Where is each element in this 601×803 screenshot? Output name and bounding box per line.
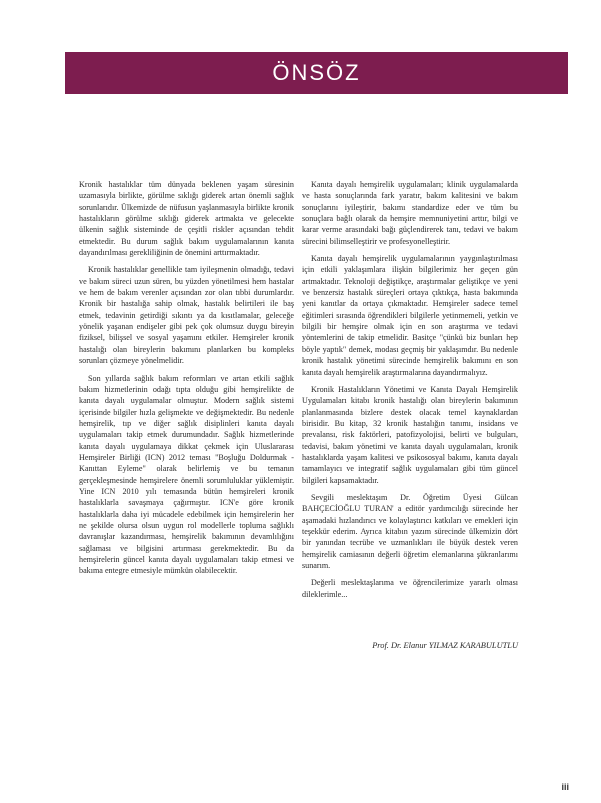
paragraph: Değerli meslektaşlarıma ve öğrencilerimize yararlı olması dileklerimle...: [302, 578, 518, 599]
page-title: ÖNSÖZ: [272, 60, 361, 85]
author-signature: Prof. Dr. Elanur YILMAZ KARABULUTLU: [372, 641, 518, 650]
paragraph: Sevgili meslektaşım Dr. Öğretim Üyesi Gülcan BAHÇECİOĞLU TURAN' a editör yardımcılığı sürecinde her aşamadaki hızlandırıcı ve kolaylaştırıcı katkıları ve emekleri için teşekkür ederim. Ayrıca kitabın yazım sürecinde ülkemizin dört bir yanından tecrübe ve uzmanlıkları ile büyük destek veren hemşirelik camiasının değerli öğretim elemanlarına şükranlarımı sunarım.: [302, 492, 518, 570]
paragraph: Kronik hastalıklar genellikle tam iyileşmenin olmadığı, tedavi ve bakım süreci uzun süren, bu yüzden yönetilmesi hem hastalar ve hem de bakım verenler açısından zor olan tıbbi durumlardır. Kronik bir hastalığa sahip olmak, hastalık belirtileri ile baş etmek, tedavinin getirdiği sıkıntı ya da kısıtlamalar, geleceğe yönelik yaşanan endişeler gibi pek çok olumsuz duygu bireyin fiziksel, bilişsel ve sosyal yaşamını etkiler. Hemşireler kronik hastalığı olan bireylerin bakımını planlarken bu kompleks sorunları çözmeye yönelmelidir.: [79, 265, 294, 366]
page-number: iii: [561, 782, 569, 792]
paragraph: Kanıta dayalı hemşirelik uygulamaları; klinik uygulamalarda ve hasta sonuçlarında fark yaratır, bakım kalitesini ve bakım sonuçlarını iyileştirir, bakımı standardize eder ve tüm bu sonuçlara bağlı olarak da hemşire memnuniyetini arttır, bilgi ve karar verme arasındaki bağı güçlendirerek tanı, tedavi ve bakım sürecini bilimselleştirir ve profesyonelleştirir.: [302, 180, 518, 246]
left-text-column: [79, 179, 294, 583]
paragraph: Kanıta dayalı hemşirelik uygulamalarının yaygınlaştırılması için etkili yaklaşımlara ilişkin bilgilerimiz her geçen gün artmaktadır. Teknoloji değiştikçe, araştırmalar geliştikçe ve yeni ve benzersiz hastalık süreçleri ortaya çıktıkça, hasta bakımında yeni kanıtlar da ortaya çıkmaktadır. Hemşireler sadece temel eğitimleri sırasında öğrendikleri bilgilerle yetinmemeli, yetkin ve bilgili bir hemşire olmak için en son araştırma ve tedavi yöntemlerini de takip etmelidir. Basitçe "çünkü biz bunları hep böyle yaptık" demek, modası geçmiş bir yaklaşımdır. Bu nedenle kronik hastalık yönetimi sürecinde hemşirelik bakımını en son kanıta dayalı hemşirelik araştırmalarına dayandırmalıyız.: [302, 254, 518, 377]
paragraph: Kronik hastalıklar tüm dünyada beklenen yaşam süresinin uzamasıyla birlikte, görülme sıklığı giderek artan önemli sağlık sorunlarıdır. Ülkemizde de nüfusun yaşlanmasıyla birlikte kronik hastalıkların görülme sıklığı giderek artmakta ve gelecekte ülkenin sağlık sisteminde de çeşitli riskler açısından tehdit etmektedir. Bu durum sağlık bakım uygulamalarının kanıta dayandırılması gerekliliğinin de önemini arttırmaktadır.: [79, 180, 294, 258]
title-banner: [65, 52, 568, 94]
paragraph: Son yıllarda sağlık bakım reformları ve artan etkili sağlık bakım hizmetlerinin odağı tıpta olduğu gibi hemşirelikte de kanıta dayalı uygulamalar olmuştur. Modern sağlık sistemi içerisinde bilgiler hızla gelişmekte ve değişmektedir. Bu nedenle hemşirelik, tıp ve diğer sağlık disiplinleri kanıta dayalı uygulamaları takip etmek durumundadır. Sağlık hizmetlerinde kanıta dayalı uygulamaya dikkat çekmek için Uluslararası Hemşireler Birliği (ICN) 2012 teması "Boşluğu Doldurmak - Kanıttan Eyleme" olarak belirlemiş ve bu temanın gerçekleşmesinde hemşirelere önemli sorumluluklar yüklemiştir. Yine ICN 2010 yılı temasında bütün hemşireleri kronik hastalıklarla savaşmaya çağırmıştır. ICN'e göre kronik hastalıklarla daha iyi mücadele edebilmek için hemşirelerin her ne şekilde olursa olsun uygun rol modellerle topluma sağlıklı davranışlar kazandırması, hemşirelik bakımının devamlılığını sağlaması ve bilgisini artırması gerekmektedir. Bu da hemşirelerin güncel kanıta dayalı uygulamaları takip etmesi ve bakıma entegre etmesiyle mümkün olabilecektir.: [79, 373, 294, 576]
paragraph: Kronik Hastalıkların Yönetimi ve Kanıta Dayalı Hemşirelik Uygulamaları kitabı kronik hastalığı olan bireylerin bakımının planlanmasında bizlere destek olacak temel kaynaklardan birisidir. Bu kitap, 32 kronik hastalığın tanımı, insidans ve prevalansı, risk faktörleri, patofizyolojisi, belirti ve bulguları, tedavisi, bakım yönetimi ve kanıta dayalı uygulamaları, kronik hastalıklarda yaşam kalitesi ve psikososyal bakımı, kanıta dayalı tamamlayıcı ve integratif sağlık uygulamaları gibi tüm güncel bilgileri kapsamaktadır.: [302, 384, 518, 485]
right-text-column: [302, 179, 518, 606]
